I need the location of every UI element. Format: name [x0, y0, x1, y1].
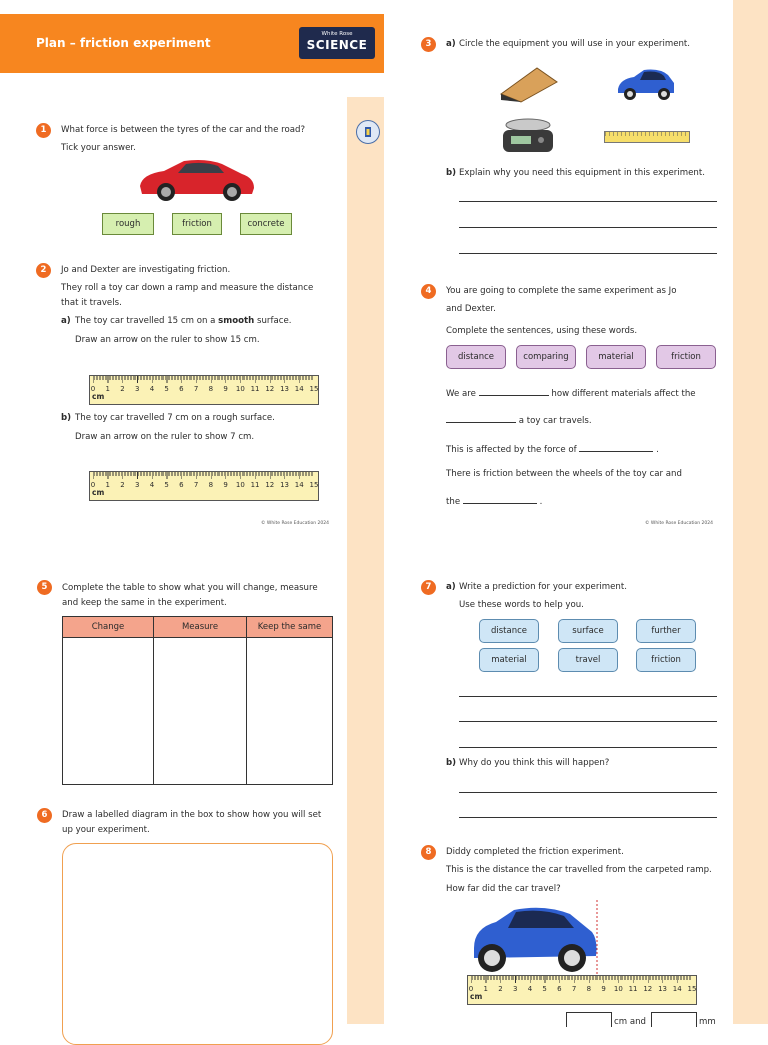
q8-text-1: Diddy completed the friction experiment.	[446, 847, 624, 857]
ruler-number: 6	[179, 481, 184, 489]
question-number-2: 2	[36, 263, 51, 278]
word-chip-further: further	[636, 619, 696, 643]
ruler-number: 5	[164, 385, 169, 393]
answer-line[interactable]	[459, 227, 717, 228]
ruler-number: 6	[557, 985, 562, 993]
ruler-number: 12	[643, 985, 653, 993]
blank-3[interactable]	[579, 442, 653, 452]
ruler-number: 1	[105, 385, 110, 393]
word-chip-surface: surface	[558, 619, 618, 643]
ruler-number: 6	[179, 385, 184, 393]
ruler-number: 0	[90, 481, 96, 489]
ruler-number: 0	[90, 385, 96, 393]
q1-instruction: Tick your answer.	[61, 143, 136, 153]
footer-copyright: © White Rose Education 2024	[645, 521, 713, 526]
answer-line[interactable]	[459, 253, 717, 254]
answer-line[interactable]	[459, 721, 717, 722]
column-header-measure: Measure	[154, 617, 247, 638]
ruler-number: 2	[498, 985, 503, 993]
q2b-label: b)	[61, 413, 72, 423]
q2a-text: The toy car travelled 15 cm on a smooth surface.	[75, 316, 292, 326]
answer-line[interactable]	[459, 201, 717, 202]
ruler-number: 1	[483, 985, 488, 993]
ruler-number: 8	[208, 481, 214, 489]
ruler-b[interactable]	[89, 471, 319, 501]
ruler-number: 9	[223, 385, 228, 393]
ruler-number: 8	[586, 985, 592, 993]
q2-intro-1: Jo and Dexter are investigating friction.	[61, 265, 231, 275]
ruler-number: 7	[193, 481, 199, 489]
ruler-number: 15	[687, 985, 697, 993]
question-number-6: 6	[37, 808, 52, 823]
red-car-image	[134, 156, 258, 204]
weighing-scale-image[interactable]	[497, 114, 559, 156]
word-chip-comparing: comparing	[516, 345, 576, 369]
word-chip-distance: distance	[479, 619, 539, 643]
question-number-4: 4	[421, 284, 436, 299]
word-chip-material: material	[586, 345, 646, 369]
ruler-numbers	[90, 385, 319, 395]
question-number-5: 5	[37, 580, 52, 595]
ruler-number: 13	[658, 985, 667, 993]
page-stripe-right	[733, 0, 768, 1024]
ruler-number: 4	[527, 985, 533, 993]
ruler-number: 10	[235, 385, 245, 393]
column-header-keep-same: Keep the same	[247, 617, 333, 638]
q4-intro-1: You are going to complete the same experiment as Jo	[446, 286, 677, 296]
ruler-number: 0	[468, 985, 474, 993]
ramp-image[interactable]	[497, 62, 559, 104]
q5-text-1: Complete the table to show what you will change, measure	[62, 583, 318, 593]
answer-option-concrete[interactable]: concrete	[240, 213, 292, 235]
column-header-change: Change	[63, 617, 154, 638]
ruler-number: 11	[250, 385, 260, 393]
q4-sentence-2: a toy car travels.	[446, 413, 592, 427]
page-header	[0, 14, 384, 73]
table-cell-change[interactable]	[63, 638, 154, 785]
table-cell-keep-same[interactable]	[247, 638, 333, 785]
diagram-drawing-box[interactable]	[62, 843, 333, 1045]
answer-line[interactable]	[459, 792, 717, 793]
q4-instruction: Complete the sentences, using these words.	[446, 326, 638, 336]
ruler-image[interactable]	[604, 131, 690, 143]
question-number-3: 3	[421, 37, 436, 52]
ruler-lesson-icon	[356, 120, 380, 144]
ruler-number: 3	[512, 985, 518, 993]
q1-text: What force is between the tyres of the car and the road?	[61, 125, 306, 135]
q6-text-1: Draw a labelled diagram in the box to show how you will set	[62, 810, 322, 820]
change-measure-table	[62, 616, 333, 785]
ruler-ticks	[471, 976, 692, 983]
ruler-unit: cm	[92, 488, 105, 497]
q2-intro-2: They roll a toy car down a ramp and measure the distance	[61, 283, 314, 293]
q7a-label: a)	[446, 582, 456, 592]
q4-sentence-1: We are how different materials affect the	[446, 386, 696, 400]
q5-text-2: and keep the same in the experiment.	[62, 598, 227, 608]
ruler-number: 14	[294, 481, 304, 489]
ruler-number: 7	[571, 985, 577, 993]
q2a-label: a)	[61, 316, 71, 326]
q4-sentence-3: This is affected by the force of .	[446, 442, 659, 456]
ruler-unit: cm	[470, 992, 483, 1001]
footer-copyright: © White Rose Education 2024	[261, 521, 329, 526]
q4-sentence-5: the .	[446, 494, 542, 508]
ruler-number: 14	[672, 985, 682, 993]
answer-line[interactable]	[459, 696, 717, 697]
q7a-text: Write a prediction for your experiment.	[459, 582, 627, 592]
ruler-numbers	[90, 481, 319, 491]
q3b-text: Explain why you need this equipment in this experiment.	[459, 168, 705, 178]
q2b-text: The toy car travelled 7 cm on a rough surface.	[75, 413, 275, 423]
ruler-number: 12	[265, 481, 275, 489]
ruler-ticks	[93, 376, 314, 383]
ruler-number: 9	[223, 481, 228, 489]
ruler-number: 5	[542, 985, 547, 993]
q2a-instruction: Draw an arrow on the ruler to show 15 cm.	[75, 335, 260, 345]
ruler-number: 1	[105, 481, 110, 489]
answer-option-rough[interactable]: rough	[102, 213, 154, 235]
q3a-label: a)	[446, 39, 456, 49]
ruler-number: 15	[309, 481, 319, 489]
q7b-text: Why do you think this will happen?	[459, 758, 610, 768]
ruler-number: 13	[280, 385, 289, 393]
blue-toy-car-image[interactable]	[614, 67, 678, 103]
ruler-number: 10	[235, 481, 245, 489]
q4-intro-2: and Dexter.	[446, 304, 496, 314]
ruler-number: 2	[120, 481, 125, 489]
ruler-number: 3	[134, 385, 140, 393]
question-number-8: 8	[421, 845, 436, 860]
answer-box-mm[interactable]	[651, 1012, 697, 1027]
q8-text-3: How far did the car travel?	[446, 884, 561, 894]
word-chip-material: material	[479, 648, 539, 672]
ruler-number: 12	[265, 385, 275, 393]
page-stripe-left	[347, 97, 384, 1024]
answer-line[interactable]	[459, 747, 717, 748]
ruler-number: 3	[134, 481, 140, 489]
ruler-q8[interactable]	[467, 975, 697, 1005]
q6-text-2: up your experiment.	[62, 825, 150, 835]
ruler-unit: cm	[92, 392, 105, 401]
ruler-numbers	[468, 985, 697, 995]
ruler-number: 8	[208, 385, 214, 393]
answer-box-cm[interactable]	[566, 1012, 612, 1027]
table-cell-measure[interactable]	[154, 638, 247, 785]
word-chip-friction: friction	[636, 648, 696, 672]
q8-text-2: This is the distance the car travelled from the carpeted ramp.	[446, 865, 712, 875]
ruler-ticks	[93, 472, 314, 479]
answer-unit-mm: mm	[699, 1017, 716, 1027]
word-chip-distance: distance	[446, 345, 506, 369]
page-title: Plan – friction experiment	[36, 36, 211, 50]
q3a-text: Circle the equipment you will use in your experiment.	[459, 39, 691, 49]
ruler-number: 4	[149, 481, 155, 489]
ruler-number: 15	[309, 385, 319, 393]
question-number-1: 1	[36, 123, 51, 138]
ruler-number: 13	[280, 481, 289, 489]
word-chip-travel: travel	[558, 648, 618, 672]
blank-1[interactable]	[479, 386, 549, 396]
ruler-number: 5	[164, 481, 169, 489]
q7b-label: b)	[446, 758, 457, 768]
blank-2[interactable]	[446, 413, 516, 423]
answer-line[interactable]	[459, 817, 717, 818]
ruler-a[interactable]	[89, 375, 319, 405]
question-number-7: 7	[421, 580, 436, 595]
q4-sentence-4: There is friction between the wheels of the toy car and	[446, 469, 682, 479]
q2b-instruction: Draw an arrow on the ruler to show 7 cm.	[75, 432, 255, 442]
ruler-number: 7	[193, 385, 199, 393]
answer-option-friction[interactable]: friction	[172, 213, 222, 235]
white-rose-science-logo: White Rose SCIENCE	[299, 27, 375, 59]
q7a-instruction: Use these words to help you.	[459, 600, 584, 610]
word-chip-friction: friction	[656, 345, 716, 369]
blank-4[interactable]	[463, 494, 537, 504]
ruler-number: 10	[613, 985, 623, 993]
ruler-number: 14	[294, 385, 304, 393]
ruler-number: 11	[628, 985, 638, 993]
answer-unit-cm-and: cm and	[614, 1017, 646, 1027]
blue-car-on-ruler-image	[470, 900, 602, 978]
ruler-number: 4	[149, 385, 155, 393]
q3b-label: b)	[446, 168, 457, 178]
ruler-number: 9	[601, 985, 606, 993]
q2-intro-3: that it travels.	[61, 298, 122, 308]
ruler-number: 2	[120, 385, 125, 393]
ruler-number: 11	[250, 481, 260, 489]
